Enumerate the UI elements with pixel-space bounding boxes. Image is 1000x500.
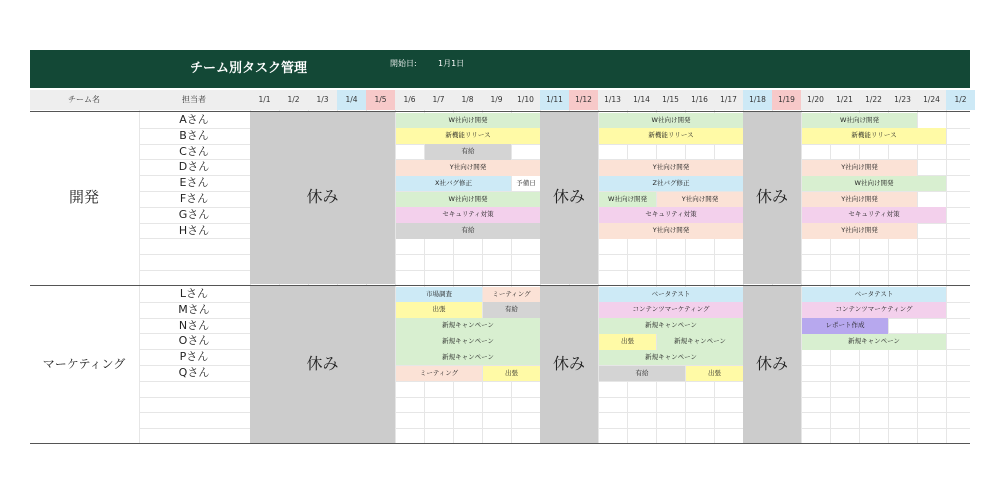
task-bar[interactable]: 新機能リリース bbox=[599, 128, 743, 144]
holiday-label: 休み bbox=[755, 354, 788, 373]
column-gridline bbox=[917, 110, 918, 443]
task-bar[interactable]: 出張 bbox=[396, 302, 482, 318]
member-name[interactable]: Qさん bbox=[178, 366, 210, 379]
member-name[interactable]: Cさん bbox=[179, 144, 209, 158]
day-header[interactable]: 1/7 bbox=[432, 95, 445, 104]
task-bar[interactable]: コンテンツマーケティング bbox=[599, 302, 743, 318]
day-header[interactable]: 1/3 bbox=[316, 95, 329, 104]
member-name[interactable]: Dさん bbox=[178, 160, 210, 174]
task-bar[interactable]: W社向け開発 bbox=[599, 113, 743, 129]
holiday-label: 休み bbox=[306, 354, 339, 373]
member-name[interactable]: Lさん bbox=[179, 287, 209, 300]
holiday-label: 休み bbox=[306, 187, 339, 206]
team-name[interactable]: マーケティング bbox=[42, 357, 126, 371]
day-header[interactable]: 1/9 bbox=[490, 95, 503, 104]
member-name[interactable]: Oさん bbox=[178, 334, 210, 348]
member-name[interactable]: Fさん bbox=[179, 192, 209, 205]
day-header[interactable]: 1/14 bbox=[633, 95, 650, 104]
member-name[interactable]: Mさん bbox=[178, 302, 210, 316]
task-bar[interactable]: 新規キャンペーン bbox=[599, 350, 743, 366]
task-bar[interactable]: 新機能リリース bbox=[802, 128, 946, 144]
day-header[interactable]: 1/12 bbox=[569, 90, 598, 110]
member-name[interactable]: Aさん bbox=[179, 113, 209, 126]
day-header[interactable]: 1/18 bbox=[743, 90, 772, 110]
bottom-border bbox=[30, 443, 970, 444]
task-bar[interactable]: 新規キャンペーン bbox=[599, 318, 743, 334]
task-bar[interactable]: 有給 bbox=[483, 302, 540, 318]
task-bar[interactable]: X社バグ修正 bbox=[396, 176, 511, 192]
task-bar[interactable]: Y社向け開発 bbox=[599, 223, 743, 239]
title-banner bbox=[30, 50, 970, 88]
day-header[interactable]: 1/2 bbox=[287, 95, 300, 104]
day-header[interactable]: 1/2 bbox=[946, 90, 975, 110]
task-bar[interactable]: 新規キャンペーン bbox=[657, 334, 743, 350]
day-header[interactable]: 1/24 bbox=[923, 95, 940, 104]
day-header[interactable]: 1/8 bbox=[461, 95, 474, 104]
holiday-label: 休み bbox=[552, 354, 585, 373]
task-bar[interactable]: 有給 bbox=[396, 223, 540, 239]
day-header[interactable]: 1/5 bbox=[366, 90, 395, 110]
task-bar[interactable]: コンテンツマーケティング bbox=[802, 302, 946, 318]
member-name[interactable]: Eさん bbox=[179, 176, 209, 190]
person-column-header[interactable]: 担当者 bbox=[182, 95, 206, 104]
task-bar[interactable]: セキュリティ対策 bbox=[396, 207, 540, 223]
column-gridline bbox=[946, 110, 947, 443]
task-bar[interactable]: 新規キャンペーン bbox=[396, 334, 540, 350]
task-bar[interactable]: 出張 bbox=[483, 366, 540, 382]
task-bar[interactable]: 出張 bbox=[686, 366, 743, 382]
day-header[interactable]: 1/16 bbox=[691, 95, 708, 104]
day-header[interactable]: 1/22 bbox=[865, 95, 882, 104]
day-header[interactable]: 1/19 bbox=[772, 90, 801, 110]
day-header[interactable]: 1/17 bbox=[720, 95, 737, 104]
day-header[interactable]: 1/21 bbox=[836, 95, 853, 104]
task-bar[interactable]: Y社向け開発 bbox=[802, 160, 917, 176]
member-name[interactable]: Nさん bbox=[178, 318, 210, 332]
task-bar[interactable]: ミーティング bbox=[396, 366, 482, 382]
holiday-label: 休み bbox=[755, 187, 788, 206]
holiday-label: 休み bbox=[552, 187, 585, 206]
task-bar[interactable]: 有給 bbox=[599, 366, 685, 382]
start-date-label: 開始日: bbox=[390, 59, 417, 68]
task-bar[interactable]: セキュリティ対策 bbox=[599, 207, 743, 223]
task-bar[interactable]: レポート作成 bbox=[802, 318, 888, 334]
day-header[interactable]: 1/13 bbox=[604, 95, 621, 104]
task-bar[interactable]: 新規キャンペーン bbox=[396, 350, 540, 366]
day-header[interactable]: 1/4 bbox=[337, 90, 366, 110]
task-bar[interactable]: Y社向け開発 bbox=[802, 192, 917, 208]
task-bar[interactable]: Y社向け開発 bbox=[599, 160, 743, 176]
member-name[interactable]: Bさん bbox=[179, 128, 209, 142]
task-bar[interactable]: Y社向け開発 bbox=[396, 160, 540, 176]
task-bar[interactable]: W社向け開発 bbox=[396, 113, 540, 129]
member-name[interactable]: Pさん bbox=[179, 350, 209, 364]
sheet-title: チーム別タスク管理 bbox=[190, 61, 308, 76]
day-header[interactable]: 1/11 bbox=[540, 90, 569, 110]
task-bar[interactable]: 出張 bbox=[599, 334, 656, 350]
task-bar[interactable]: W社向け開発 bbox=[802, 176, 946, 192]
task-bar[interactable]: ベータテスト bbox=[802, 287, 946, 303]
start-date-value[interactable]: 1月1日 bbox=[438, 59, 465, 68]
team-column-header[interactable]: チーム名 bbox=[68, 95, 100, 104]
task-bar[interactable]: 市場調査 bbox=[396, 287, 482, 303]
day-header[interactable]: 1/15 bbox=[662, 95, 679, 104]
task-bar[interactable]: W社向け開発 bbox=[802, 113, 917, 129]
day-header[interactable]: 1/23 bbox=[894, 95, 911, 104]
task-bar[interactable]: ベータテスト bbox=[599, 287, 743, 303]
task-bar[interactable]: W社向け開発 bbox=[599, 192, 656, 208]
task-bar[interactable]: Z社バグ修正 bbox=[599, 176, 743, 192]
member-name[interactable]: Hさん bbox=[178, 223, 210, 237]
task-bar[interactable]: Y社向け開発 bbox=[802, 223, 917, 239]
task-bar[interactable]: 有給 bbox=[425, 144, 511, 160]
day-header[interactable]: 1/1 bbox=[258, 95, 271, 104]
task-bar[interactable]: セキュリティ対策 bbox=[802, 207, 946, 223]
task-bar[interactable]: ミーティング bbox=[483, 287, 540, 303]
task-bar[interactable]: 予備日 bbox=[512, 176, 540, 192]
team-name[interactable]: 開発 bbox=[68, 188, 99, 206]
day-header[interactable]: 1/10 bbox=[517, 95, 534, 104]
task-bar[interactable]: 新規キャンペーン bbox=[396, 318, 540, 334]
member-name[interactable]: Gさん bbox=[178, 207, 210, 221]
task-bar[interactable]: 新機能リリース bbox=[396, 128, 540, 144]
task-bar[interactable]: Y社向け開発 bbox=[657, 192, 743, 208]
task-bar[interactable]: 新規キャンペーン bbox=[802, 334, 946, 350]
day-header[interactable]: 1/20 bbox=[807, 95, 824, 104]
day-header[interactable]: 1/6 bbox=[403, 95, 416, 104]
task-bar[interactable]: W社向け開発 bbox=[396, 192, 540, 208]
